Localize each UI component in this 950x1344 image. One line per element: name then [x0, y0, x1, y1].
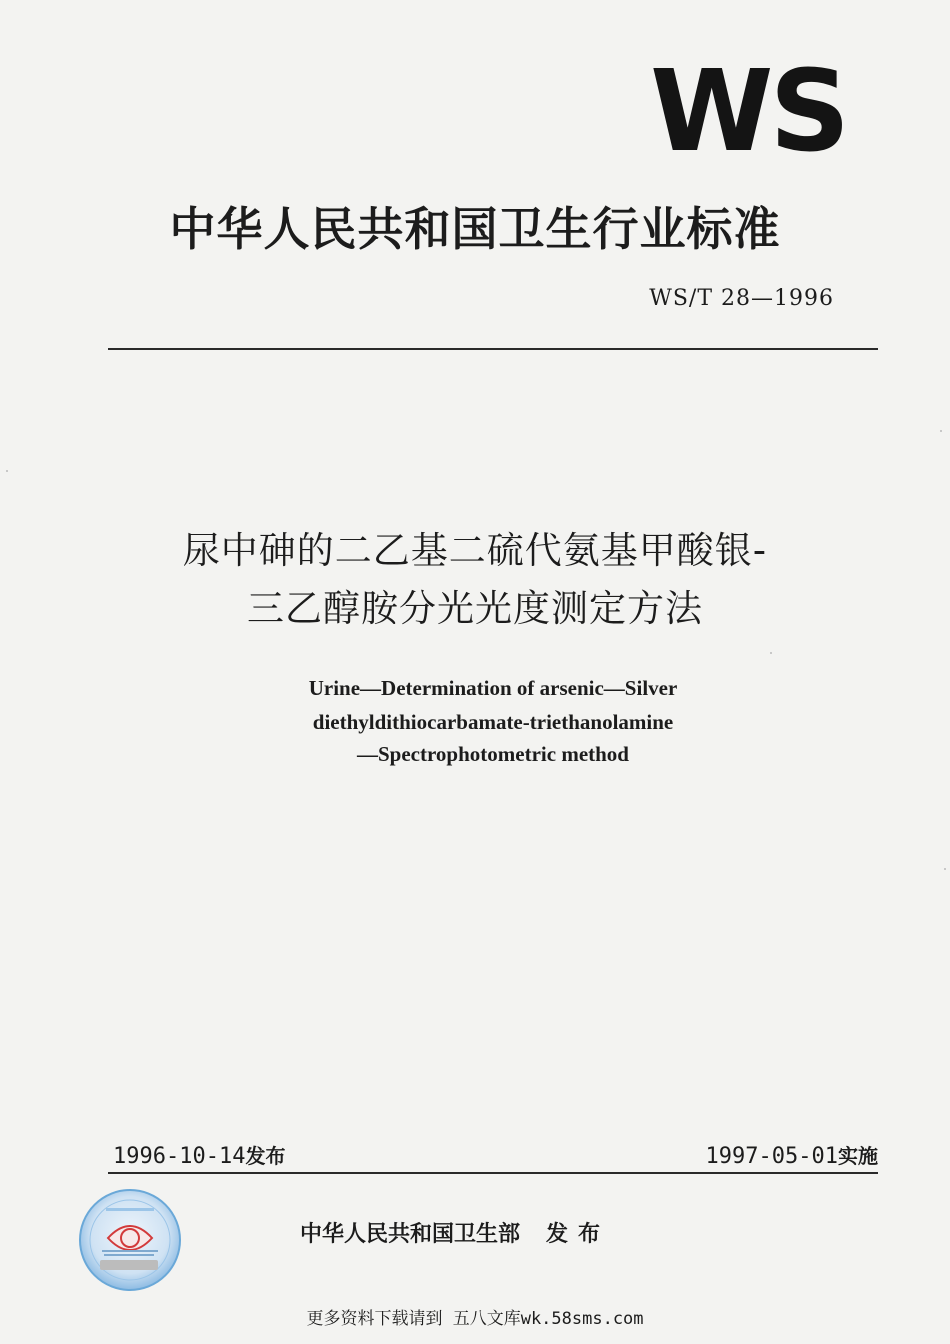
- implementation-date: [706, 1142, 878, 1171]
- issue-date-label: 发布: [245, 1144, 286, 1168]
- implementation-date-label: 实施: [838, 1144, 878, 1168]
- paper-speck: [944, 868, 946, 870]
- title-english-line-2: diethyldithiocarbamate-triethanolamine: [312, 710, 674, 734]
- title-english-line-1: Urine—Determination of arsenic—Silver: [308, 676, 678, 700]
- paper-speck: [770, 652, 772, 654]
- download-footer-text: 更多资料下载请到 五八文库wk.58sms.com: [306, 1309, 644, 1329]
- title-english-line-3: —Spectrophotometric method: [357, 742, 629, 766]
- anti-counterfeit-seal-icon: [78, 1188, 182, 1292]
- standard-category-title: 中华人民共和国卫生行业标准: [169, 202, 781, 256]
- ws-logo: WS: [650, 47, 847, 177]
- publisher: [300, 1220, 700, 1250]
- title-chinese-line-2: 三乙醇胺分光光度测定方法: [247, 587, 703, 630]
- implementation-date-value: 1997-05-01: [705, 1144, 838, 1169]
- publisher-action: 发布: [546, 1222, 611, 1247]
- title-chinese-line-1: 尿中砷的二乙基二硫代氨基甲酸银-: [182, 529, 768, 572]
- publisher-name: 中华人民共和国卫生部: [300, 1222, 521, 1247]
- standard-number: WS/T 28—1996: [649, 286, 834, 311]
- issue-date: [113, 1142, 285, 1171]
- issue-date-value: 1996-10-14: [113, 1144, 246, 1169]
- header-divider: [108, 348, 878, 350]
- footer-divider: [108, 1172, 878, 1174]
- paper-speck: [940, 430, 942, 432]
- paper-speck: [6, 470, 8, 472]
